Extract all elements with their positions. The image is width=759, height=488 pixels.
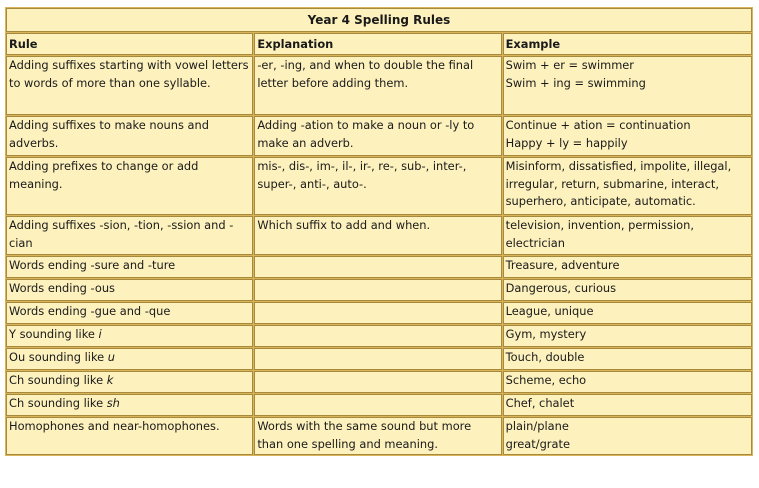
example-cell xyxy=(503,302,752,324)
example-cell xyxy=(503,348,752,370)
table-row xyxy=(6,56,752,115)
example-line: Chef, chalet xyxy=(505,396,575,410)
header-row xyxy=(6,33,752,55)
rule-text: Ch sounding like xyxy=(9,396,107,410)
table-body xyxy=(6,56,752,455)
rule-cell xyxy=(6,371,253,393)
example-line: Swim + ing = swimming xyxy=(505,75,646,90)
rule-cell xyxy=(6,348,253,370)
example-line: Swim + er = swimmer xyxy=(505,58,634,72)
example-cell xyxy=(503,157,752,215)
example-cell xyxy=(503,116,752,156)
rule-text: Ch sounding like xyxy=(9,373,107,387)
rule-cell xyxy=(6,216,253,255)
column-header-explanation: Explanation xyxy=(254,33,501,55)
rule-cell xyxy=(6,302,253,324)
column-header-example: Example xyxy=(503,33,752,55)
example-cell xyxy=(503,216,752,255)
rule-cell xyxy=(6,56,253,115)
rule-cell xyxy=(6,325,253,347)
rule-italic-letter: k xyxy=(106,373,114,387)
example-cell xyxy=(503,371,752,393)
rule-text: Y sounding like xyxy=(9,327,99,341)
explanation-cell: Which suffix to add and when. xyxy=(254,216,501,255)
example-cell xyxy=(503,279,752,301)
column-header-rule: Rule xyxy=(6,33,253,55)
rule-italic-letter: i xyxy=(98,327,102,341)
table-row xyxy=(6,325,752,347)
explanation-cell xyxy=(254,348,501,370)
example-cell xyxy=(503,256,752,278)
rule-cell xyxy=(6,157,253,215)
example-line: television, invention, permission, electrician xyxy=(505,218,694,250)
example-line: plain/plane xyxy=(505,419,569,433)
rule-text: Adding prefixes to change or add meaning. xyxy=(9,159,199,191)
table-row xyxy=(6,348,752,370)
explanation-cell xyxy=(254,394,501,416)
rule-cell xyxy=(6,394,253,416)
example-line: Scheme, echo xyxy=(505,373,587,387)
table-title: Year 4 Spelling Rules xyxy=(6,8,752,32)
rule-cell xyxy=(6,279,253,301)
explanation-cell: Adding -ation to make a noun or -ly to make an adverb. xyxy=(254,116,501,156)
rule-text: Words ending -ous xyxy=(9,281,115,295)
example-line: Touch, double xyxy=(505,350,585,364)
rule-text: Words ending -sure and -ture xyxy=(9,258,176,272)
table-row xyxy=(6,157,752,215)
example-line: League, unique xyxy=(505,304,594,318)
spelling-rules-table xyxy=(5,7,753,456)
example-cell xyxy=(503,325,752,347)
example-line: Dangerous, curious xyxy=(505,281,617,295)
rule-text: Ou sounding like xyxy=(9,350,108,364)
table-row xyxy=(6,302,752,324)
example-line: Gym, mystery xyxy=(505,327,587,341)
rule-text: Homophones and near-homophones. xyxy=(9,419,220,433)
example-cell xyxy=(503,394,752,416)
explanation-cell: mis-, dis-, im-, il-, ir-, re-, sub-, inter-, super-, anti-, auto-. xyxy=(254,157,501,215)
rule-italic-letter: u xyxy=(107,350,115,364)
explanation-cell: -er, -ing, and when to double the final letter before adding them. xyxy=(254,56,501,115)
example-line: Treasure, adventure xyxy=(505,258,620,272)
example-line: Misinform, dissatisfied, impolite, illegal, irregular, return, submarine, interact, superhero, anticipate, automatic. xyxy=(505,159,732,208)
table-row xyxy=(6,216,752,255)
rule-cell xyxy=(6,417,253,455)
rule-cell xyxy=(6,116,253,156)
table-row xyxy=(6,116,752,156)
table-row xyxy=(6,279,752,301)
title-row xyxy=(6,8,752,32)
explanation-cell xyxy=(254,325,501,347)
example-cell xyxy=(503,417,752,455)
table-row xyxy=(6,394,752,416)
explanation-cell xyxy=(254,256,501,278)
table-row xyxy=(6,417,752,455)
table-row xyxy=(6,371,752,393)
explanation-cell: Words with the same sound but more than one spelling and meaning. xyxy=(254,417,501,455)
rule-cell xyxy=(6,256,253,278)
rule-text: Words ending -gue and -que xyxy=(9,304,171,318)
example-cell xyxy=(503,56,752,115)
explanation-cell xyxy=(254,302,501,324)
rule-text: Adding suffixes -sion, -tion, -ssion and -cian xyxy=(9,218,234,250)
explanation-cell xyxy=(254,279,501,301)
example-line: Continue + ation = continuation xyxy=(505,118,691,132)
example-line: great/grate xyxy=(505,436,570,451)
rule-text: Adding suffixes to make nouns and adverbs. xyxy=(9,118,209,150)
table-row xyxy=(6,256,752,278)
rule-italic-letter: sh xyxy=(106,396,120,410)
rule-text: Adding suffixes starting with vowel letters to words of more than one syllable. xyxy=(9,58,249,90)
example-line: Happy + ly = happily xyxy=(505,135,628,150)
explanation-cell xyxy=(254,371,501,393)
